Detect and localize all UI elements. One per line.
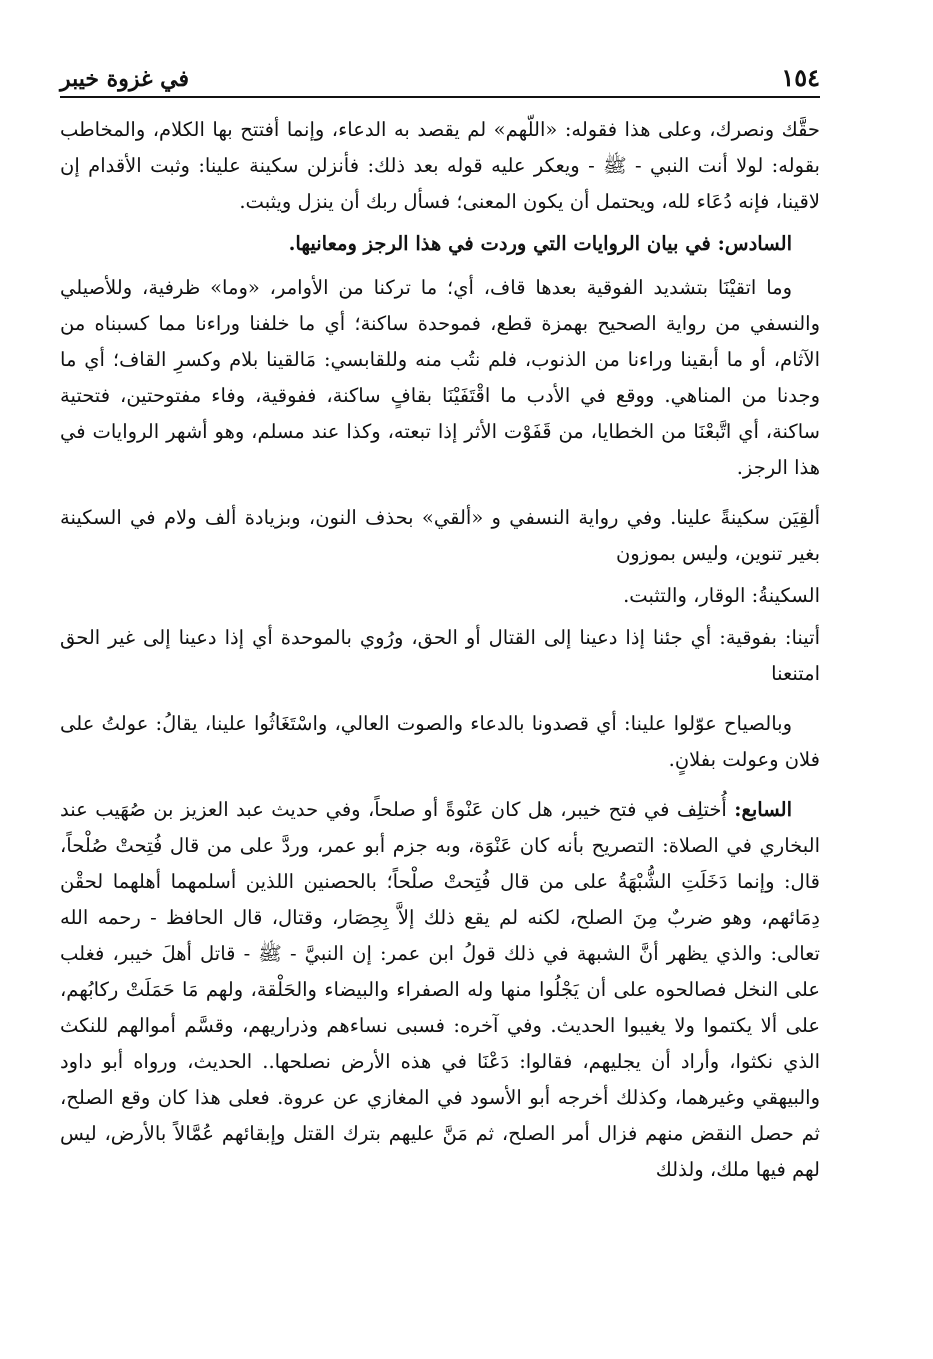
paragraph-5: أتينا: بفوقية: أي جئنا إذا دعينا إلى القتال أو الحق، ورُوي بالموحدة أي إذا دعينا إلى غير الحق امتنعنا <box>60 626 820 685</box>
section-heading-sixth: السادس: في بيان الروايات التي وردت في هذا الرجز ومعانيها. <box>288 232 792 255</box>
paragraph-7-text: أُختلِف في فتح خيبر، هل كان عَنْوةً أو صلحاً، وفي حديث عبد العزيز بن صُهَيب عند البخاري في الصلاة: التصريح بأنه كان عَنْوَة، وبه جزم أبو عمر، وردَّ على من قال فُتِحتْ صُلْحاً، قال: وإنما دَخَلَتِ الشُّبْهَةُ على من قال فُتِحتْ صلْحاً؛ بالحصنين اللذين أسلمهما أهلهما لحقْن دِمَائهم، وهو ضربٌ مِنَ الصلح، لكنه لم يقع ذلك إلاَّ بِحِصَار، وقتال، قال الحافظ - رحمه الله تعالى: والذي يظهر أنَّ الشبهة في ذلك قولُ ابن عمر: إن النبيَّ - ﷺ - قاتل أهلَ خيبر، فغلب على النخل فصالحوه على أن يَجْلُوا منها وله الصفراء والبيضاء والحَلْقة، ولهم مَا حَمَلَتْ ركابُهم، على ألا يكتموا ولا يغيبوا الحديث. وفي آخره: فسبى نساءهم وذراريهم، وقسَّم أموالهم للنكث الذي نكثوا، وأراد أن يجليهم، فقالوا: دَعْنَا في هذه الأرض نصلحها.. الحديث، ورواه أبو داود والبيهقي وغيرهما، وكذلك أخرجه أبو الأسود في المغازي عن عروة. فعلى هذا كان وقع الصلح، ثم حصل النقض منهم فزال أمر الصلح، ثم مَنَّ عليهم بترك القتل وإبقائهم عُمَّالاً بالأرض، ليس لهم فيها ملك، ولذلك <box>60 798 820 1181</box>
book-page <box>60 52 820 1194</box>
section-heading-seventh: السابع: <box>734 798 792 821</box>
page-header <box>60 52 820 98</box>
page-body <box>60 112 820 1188</box>
paragraph-3: ألقِيَن سكينةً علينا. وفي رواية النسفي و «ألقي» بحذف النون، وبزيادة ألف ولام في السكينة بغير تنوين، وليس بموزون <box>60 506 820 565</box>
paragraph-2: وما اتقيْنَا بتشديد الفوقية بعدها قاف، أي؛ ما تركنا من الأوامر، «وما» ظرفية، وللأصيلي والنسفي من رواية الصحيح بهمزة قطع، فموحدة ساكنة؛ أي ما خلفنا وراءنا مما كسبناه من الآثام، أو ما أبقينا وراءنا من الذنوب، فلم نتُب منه وللقابسي: مَالقينا بلام وكسرِ القاف؛ أي ما وجدنا من المناهي. ووقع في الأدب ما اقْتَفَيْنَا بقافٍ ساكنة، ففوقية، وفاء مفتوحتين، فتحتية ساكنة، أي اتَّبعْنَا من الخطايا، من قَفَوْت الأثر إذا تبعته، وكذا عند مسلم، وهو أشهر الروايات في هذا الرجز. <box>60 276 820 479</box>
page-number: ١٥٤ <box>781 63 820 92</box>
paragraph-6: وبالصياح عوّلوا علينا: أي قصدونا بالدعاء والصوت العالي، واسْتَغَاثُوا علينا، يقالُ: عولتُ على فلان وعولت بفلانٍ. <box>60 712 820 771</box>
paragraph-4: السكينةُ: الوقار، والتثبت. <box>623 584 820 607</box>
paragraph-1: حقَّك ونصرك، وعلى هذا فقوله: «اللّهم» لم يقصد به الدعاء، وإنما أفتتح بها الكلام، والمخاطب بقوله: لولا أنت النبي - ﷺ - ويعكر عليه قوله بعد ذلك: فأنزلن سكينة علينا: وثبت الأقدام إن لاقينا، فإنه دُعَاء لله، ويحتمل أن يكون المعنى؛ فسأل ربك أن ينزل ويثبت. <box>60 118 820 213</box>
paragraph-7 <box>60 792 820 1188</box>
running-title: في غزوة خيبر <box>60 66 189 92</box>
